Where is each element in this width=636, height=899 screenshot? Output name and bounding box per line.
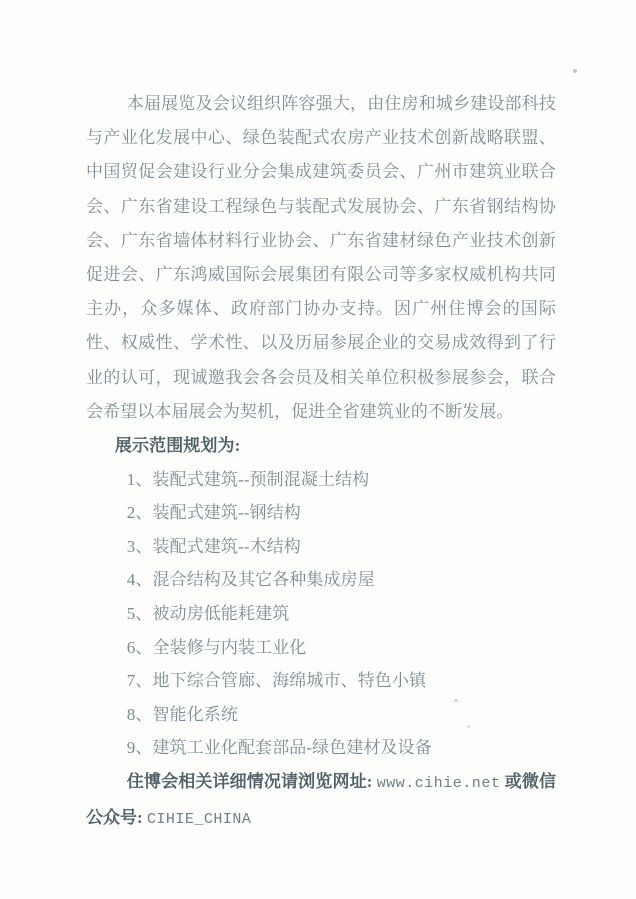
scope-item-8: 8、智能化系统 bbox=[126, 704, 238, 724]
scope-item-3: 3、装配式建筑--木结构 bbox=[126, 536, 301, 556]
scan-speck bbox=[573, 69, 577, 73]
scope-item-1: 1、装配式建筑--预制混凝土结构 bbox=[126, 469, 370, 489]
website-url: www.cihie.net bbox=[376, 774, 501, 792]
footer-note bbox=[86, 765, 556, 836]
scope-item-7: 7、地下综合管廊、海绵城市、特色小镇 bbox=[126, 671, 427, 691]
footer-prefix: 住博会相关详细情况请浏览网址: bbox=[126, 771, 377, 791]
scope-item-4: 4、混合结构及其它各种集成房屋 bbox=[126, 570, 375, 590]
exhibition-scope-list bbox=[86, 463, 556, 765]
intro-paragraph: 本届展览及会议组织阵容强大，由住房和城乡建设部科技与产业化发展中心、绿色装配式农房产业技术创新战略联盟、中国贸促会建设行业分会集成建筑委员会、广州市建筑业联合会、广东省建设工程绿色与装配式发展协会、广东省钢结构协会、广东省墙体材料行业协会、广东省建材绿色产业技术创新促进会、广东鸿威国际会展集团有限公司等多家权威机构共同主办，众多媒体、政府部门协办支持。因广州住博会的国际性、权威性、学术性、以及历届参展企业的交易成效得到了行业的认可，现诚邀我会各会员及相关单位积极参展参会，联合会希望以本届展会为契机，促进全省建筑业的不断发展。 bbox=[86, 94, 556, 421]
section-heading: 展示范围规划为: bbox=[114, 436, 241, 456]
scope-item-2: 2、装配式建筑--钢结构 bbox=[126, 503, 301, 523]
scope-item-5: 5、被动房低能耗建筑 bbox=[126, 604, 290, 623]
wechat-id: CIHIE_CHINA bbox=[146, 810, 252, 828]
scope-item-9: 9、建筑工业化配套部品-绿色建材及设备 bbox=[126, 738, 432, 758]
scope-item-6: 6、全装修与内装工业化 bbox=[126, 637, 307, 657]
footer-connector: 或微信公众号: bbox=[86, 771, 556, 827]
document-content bbox=[86, 87, 556, 836]
